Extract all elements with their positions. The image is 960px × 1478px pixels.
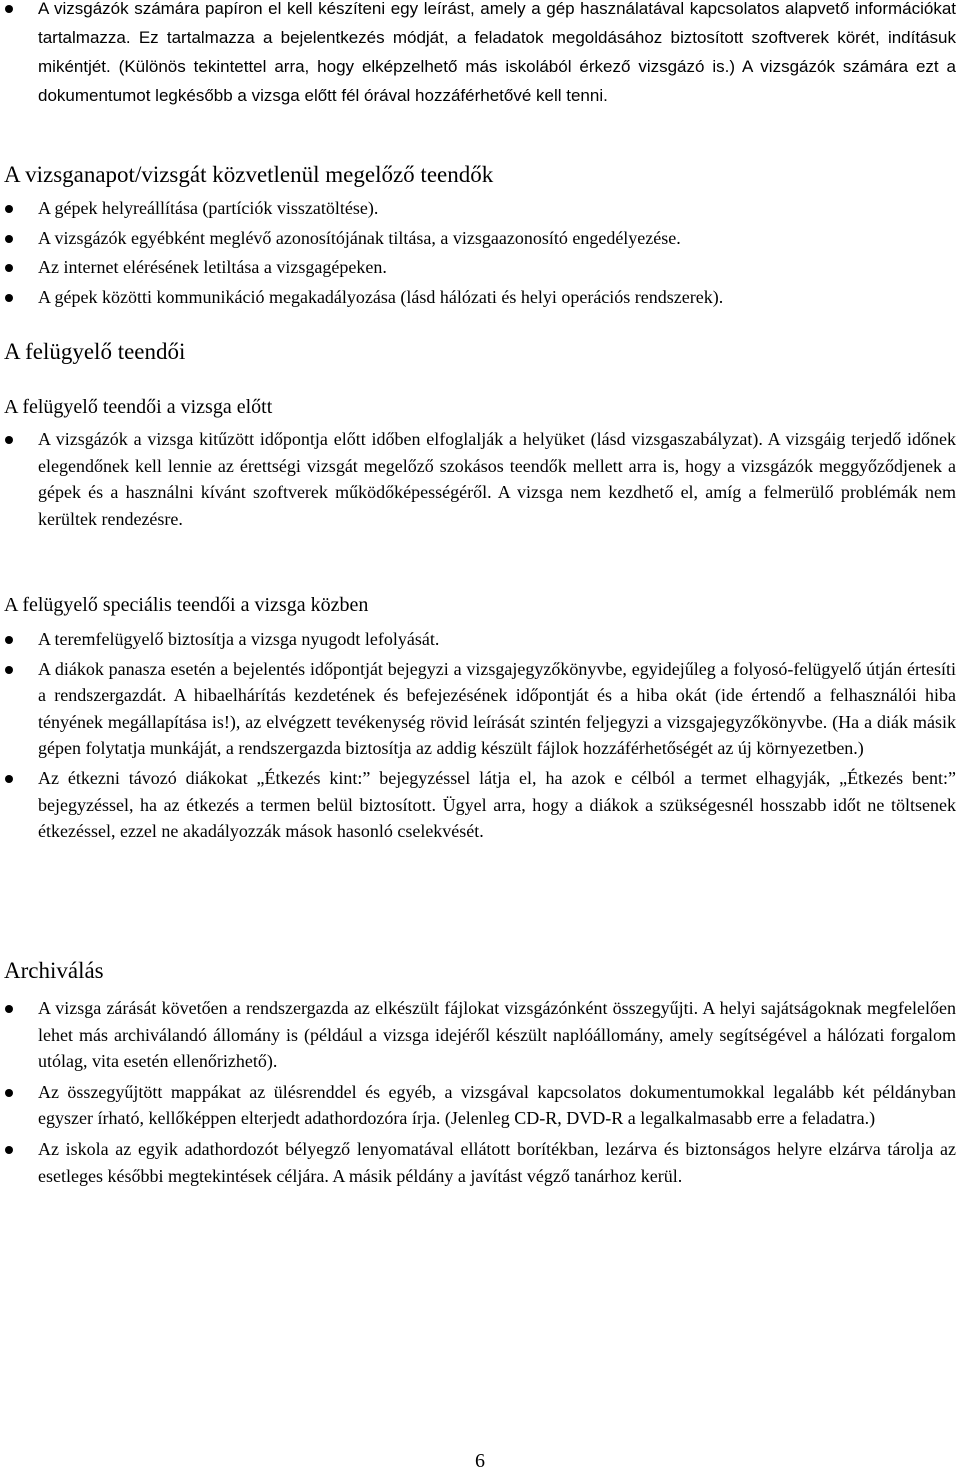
page-number: 6 xyxy=(475,1450,485,1472)
bullet-icon xyxy=(5,775,13,783)
list-item xyxy=(0,765,960,845)
list-item xyxy=(0,284,960,311)
bullet-icon xyxy=(5,666,13,674)
list-item-text: Az étkezni távozó diákokat „Étkezés kint:” bejegyzéssel látja el, ha azok e célból a termet elhagyják, „Étkezés bent:” bejegyzéssel, ha az étkezés a termen belül biztosított. Ügyel arra, hogy a diákok a szükségesnél hosszabb időt ne töltsenek étkezéssel, ezzel ne akadályozzák mások hasonló cselekvését. xyxy=(38,767,956,842)
list-item xyxy=(0,225,960,252)
section-heading-before: A vizsganapot/vizsgát közvetlenül megelőző teendők xyxy=(4,162,494,187)
list-item-text: A gépek közötti kommunikáció megakadályozása (lásd hálózati és helyi operációs rendszerek). xyxy=(38,286,724,307)
bullet-icon xyxy=(5,264,13,272)
supervisor-during-list xyxy=(0,626,960,849)
list-item-text: Az iskola az egyik adathordozót bélyegző lenyomatával ellátott borítékban, lezárva és biztonságos helyre elzárva tárolja az esetleges későbbi megtekintések céljára. A másik példány a javítást végző tanárhoz kerül. xyxy=(38,1138,956,1186)
list-item xyxy=(0,626,960,653)
bullet-icon xyxy=(5,235,13,243)
list-item-text: Az összegyűjtött mappákat az ülésrenddel és egyéb, a vizsgával kapcsolatos dokumentumokkal legalább két példányban egyszer írható, kellőképpen elterjedt adathordozóra írja. (Jelenleg CD-R, DVD-R a legalkalmasabb erre a feladatra.) xyxy=(38,1081,956,1129)
list-item xyxy=(0,195,960,222)
archive-list xyxy=(0,995,960,1193)
list-item-text: A teremfelügyelő biztosítja a vizsga nyugodt lefolyását. xyxy=(38,629,440,649)
list-item xyxy=(0,426,960,532)
bullet-icon xyxy=(5,1089,13,1097)
supervisor-before-list xyxy=(0,426,960,536)
intro-text-a: A vizsgázók számára papíron el kell készíteni egy leírást, amely a gép használatával kapcsolatos alapvető információkat tartalmazza. Ez tartalmazza a bejelentkezés módját, a feladatok megoldásához biztosított szoftverek körét, indításuk mikéntjét. (Különös tekintettel arra, hogy elképzelhető más iskolából érkező vizsgázó is.) xyxy=(38,0,956,76)
list-item-text: A vizsgázók a vizsga kitűzött időpontja előtt időben elfoglalják a helyüket (lásd vizsgaszabályzat). A vizsgáig terjedő időnek elegendőnek kell lennie az érettségi vizsgát megelőző szokásos teendők mellett arra is, hogy a vizsgázók meggyőződjenek a gépek és a használni kívánt szoftverek működőképességéről. A vizsga nem kezdhető el, amíg a felmerülő problémák nem kerültek rendezésre. xyxy=(38,429,956,529)
bullet-icon xyxy=(5,5,13,13)
list-item xyxy=(0,995,960,1075)
list-item-text: A diákok panasza esetén a bejelentés időpontját bejegyzi a vizsgajegyzőkönyvbe, egyidejűleg a folyosó-felügyelő útján értesíti a rendszergazdát. A hibaelhárítás kezdetének és befejezésének időpontját és a hiba okát (ide értendő a felhasználói hiba tényének megállapítása is!), az elvégzett tevékenység rövid leírását szintén feljegyzi a vizsgajegyzőkönyvbe. (Ha a diák másik gépen folytatja munkáját, a rendszergazda biztosítja az addig készült fájlok hozzáférhetőségét az új környezetben.) xyxy=(38,658,956,759)
bullet-icon xyxy=(5,436,13,444)
before-list xyxy=(0,195,960,313)
list-item xyxy=(0,1136,960,1189)
section-heading-archive: Archiválás xyxy=(4,958,104,983)
intro-list xyxy=(0,0,960,110)
bullet-icon xyxy=(5,636,13,644)
subsection-heading-during-exam: A felügyelő speciális teendői a vizsga közben xyxy=(4,594,369,616)
list-item-text: Az internet elérésének letiltása a vizsgagépeken. xyxy=(38,257,387,278)
bullet-icon xyxy=(5,1005,13,1013)
bullet-icon xyxy=(5,294,13,302)
bullet-icon xyxy=(5,205,13,213)
list-item-text: A vizsga zárását követően a rendszergazda az elkészült fájlokat vizsgázónként összegyűjti. A helyi sajátságoknak megfelelően lehet más archiválandó állomány is (például a vizsga idejéről készült naplóállomány, amely segítségével a hálózati forgalom utólag, vita esetén ellenőrizhető). xyxy=(38,998,956,1072)
subsection-heading-before-exam: A felügyelő teendői a vizsga előtt xyxy=(4,396,273,418)
list-item xyxy=(0,656,960,762)
bullet-icon xyxy=(5,1146,13,1154)
list-item-text: A vizsgázók egyébként meglévő azonosítójának tiltása, a vizsgaazonosító engedélyezése. xyxy=(38,227,681,248)
list-item-text: A gépek helyreállítása (partíciók visszatöltése). xyxy=(38,198,379,218)
list-item xyxy=(0,0,960,110)
list-item xyxy=(0,1079,960,1132)
intro-text-b: A vizsgázók számára ezt a dokumentumot legkésőbb a vizsga előtt fél órával hozzáférhetővé kell tenni. xyxy=(38,57,956,105)
list-item xyxy=(0,254,960,281)
section-heading-supervisor: A felügyelő teendői xyxy=(4,339,186,364)
